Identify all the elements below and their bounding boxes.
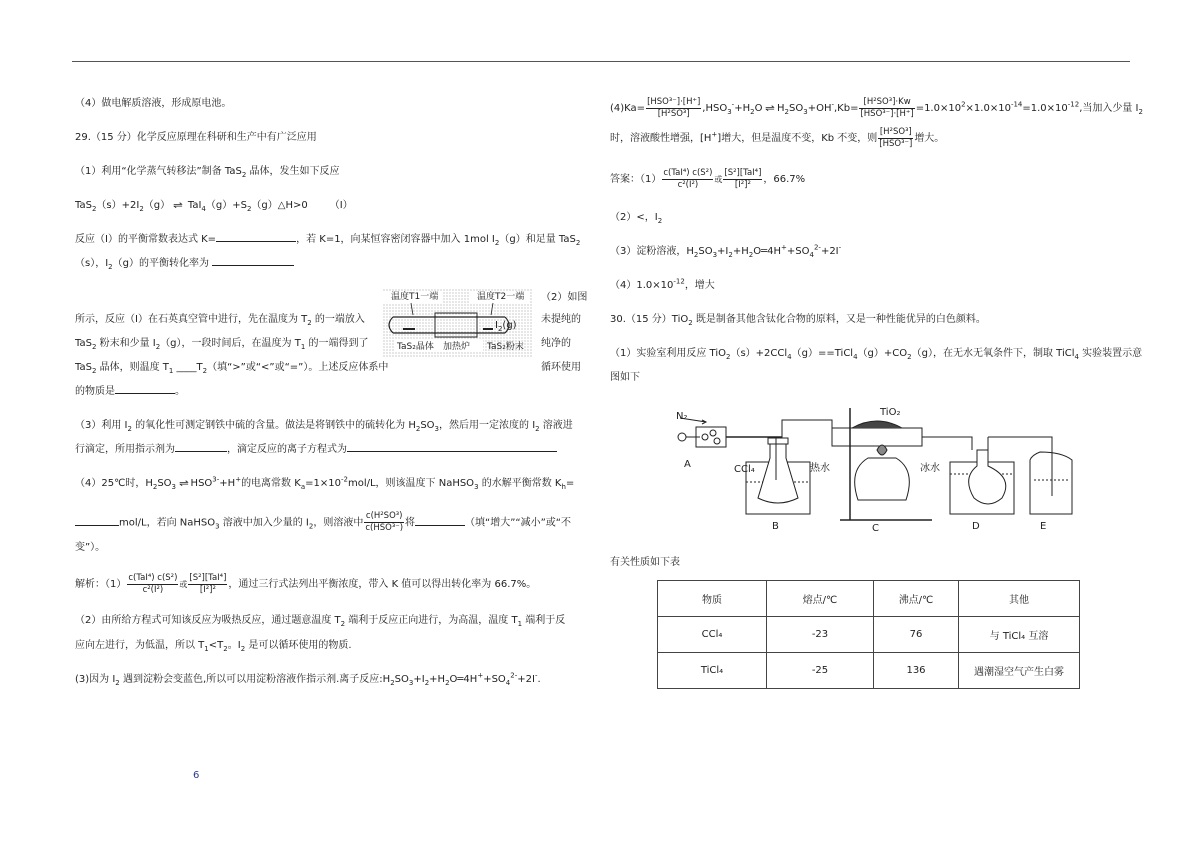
apparatus-label-hot-water: 热水	[810, 463, 830, 474]
table-header-cell: 其他	[959, 581, 1080, 617]
apparatus-diagram	[672, 400, 1080, 535]
analysis-4-line1: (4)Ka= $\frac{\text{[HSO³⁻]·[H⁺]}}{\text{[H²SO³]}}$ $,HSO_3^-+H_2O$ ⇌ $H_2SO_3+OH^-,Kb=$ $\frac{\text{[H²SO³]·Kw}}{\text{[HSO³⁻]·[H⁺]}}$ $=1.0\times 10^2\times 1.0\times 10^{-14}=1.0\times 10^{-12}$,当加入少量 $I_2$	[610, 96, 1143, 122]
diagram-label-furnace: 加热炉	[443, 342, 471, 352]
apparatus-label-ice-water: 冰水	[920, 463, 940, 474]
q29-1-line: （1）利用“化学蒸气转移法”制备 TaS$_2$ 晶体，发生如下反应	[75, 166, 340, 179]
diagram-label-i2: $I_2(g)$	[495, 320, 517, 333]
table-cell: CCl₄	[658, 617, 767, 653]
q29-2-label: （2）如图	[541, 292, 588, 303]
q29-k-line1: 反应（I）的平衡常数表达式 K= ，若 K=1，向某恒容密闭容器中加入 1mol $I_2(g)$和足量 TaS$_2$	[75, 234, 581, 247]
q29-4-line3: 变”）。	[75, 542, 106, 553]
equilibrium-arrow-icon: ⇌	[173, 201, 182, 211]
apparatus-label-a: A	[684, 459, 691, 470]
table-row	[658, 653, 1080, 689]
table-cell: 与 TiCl₄ 互溶	[959, 617, 1080, 653]
quartz-tube-diagram	[383, 289, 533, 357]
analysis-3: (3)因为 $I_2$ 遇到淀粉会变蓝色,所以可以用淀粉溶液作指示剂.离子反应$:H_2SO_3+I_2+H_2O═4H^++SO_4^{2-}+2I^-$.	[75, 671, 541, 687]
table-caption: 有关性质如下表	[610, 557, 680, 568]
table-header-cell: 物质	[658, 581, 767, 617]
q28-4-line: （4）做电解质溶液，形成原电池。	[75, 98, 232, 109]
analysis-1: 解析：（1） $\frac{\text{c(TaI⁴) c(S²)}}{\text{c²(I²)}}$ 或 $\frac{\text{[S²][TaI⁴]}}{\text{[I²]²}}$ ，通过三行式法列出平衡浓度，带入 K 值可以得出转化率为 66.7%。	[75, 572, 537, 595]
reaction-equation: $TaS_2(s)+2I_2(g)$ ⇌ $TaI_4(g)+S_2(g)\triangle H>0$ （I）	[75, 200, 353, 213]
answer-2: （2）<，$I_2$	[610, 212, 663, 225]
apparatus-label-d: D	[972, 521, 980, 532]
q30-1-line1: （1）实验室利用反应 $TiO_2(s)+2CCl_4(g)==TiCl_4(g)+CO_2(g)$，在无水无氧条件下，制取 TiCl$_4$ 实验装置示意	[610, 348, 1143, 361]
q29-k-line2: （s），$I_2(g)$的平衡转化率为	[75, 257, 294, 270]
header-rule	[72, 61, 1130, 62]
q29-2-line1-right: 未提纯的	[541, 314, 581, 325]
apparatus-label-b: B	[772, 521, 779, 532]
answer-3: （3）淀粉溶液，$H_2SO_3+I_2+H_2O═4H^++SO_4^{2-}+2I^-$	[610, 243, 842, 259]
table-cell: 遇潮湿空气产生白雾	[959, 653, 1080, 689]
apparatus-label-c: C	[872, 523, 879, 534]
answer-4: $(4)1.0\times 10^{-12}$，增大	[610, 277, 715, 291]
q30-title: 30.（15 分）TiO$_2$ 既是制备其他含钛化合物的原料，又是一种性能优异的白色颜料。	[610, 314, 986, 327]
answer-1: 答案：（1） $\frac{\text{c(TaI⁴) c(S²)}}{\text{c²(I²)}}$ 或 $\frac{\text{[S²][TaI⁴]}}{\text{[I²]²}}$ ，66.7%	[610, 167, 806, 190]
apparatus-label-n2: N₂	[676, 411, 688, 422]
q29-2-line3: TaS$_2$ 晶体，则温度 $T_1$ $\_\_\_\_T_2$（填“>”或“<”或“=”）。上述反应体系中	[75, 362, 389, 375]
q29-2-line2: TaS$_2$ 粉末和少量 $I_2(g)$，一段时间后，在温度为 $T_1$ 的一端得到了	[75, 338, 369, 351]
table-header-cell: 熔点/℃	[767, 581, 874, 617]
q29-3-line1: （3）利用 $I_2$ 的氧化性可测定钢铁中硫的含量。做法是将钢铁中的硫转化为 $H_2SO_3$，然后用一定浓度的 $I_2$ 溶液进	[75, 420, 573, 433]
page-number: 6	[193, 770, 200, 781]
diagram-label-crystal: TaS₂晶体	[397, 342, 434, 352]
q29-4-line2: mol/L，若向 NaHSO$_3$ 溶液中加入少量的 $I_2$，则溶液中 $\frac{\text{c(H²SO³)}}{\text{c(HSO³⁻)}}$ 将 （填“增大”“减小”或“不	[75, 511, 571, 536]
q29-title: 29.（15 分）化学反应原理在科研和生产中有广泛应用	[75, 132, 317, 143]
table-cell: -23	[767, 617, 874, 653]
table-header-row	[658, 581, 1080, 617]
diagram-label-t1: 温度T1一端	[391, 292, 439, 302]
q29-2-line2-right: 纯净的	[541, 338, 571, 349]
table-cell: 136	[874, 653, 959, 689]
ratio-fraction: $\frac{\text{c(H²SO³)}}{\text{c(HSO³⁻)}}$	[365, 511, 404, 533]
q29-4-line1: （4）25℃时，$H_2SO_3$ ⇌ $HSO^{3-}+H^+$的电离常数 $K_a=1\times 10^{-2}mol/L$，则该温度下 NaHSO$_3$ 的水解平衡常数 $K_h=$	[75, 475, 575, 491]
diagram-label-powder: TaS₂粉末	[487, 342, 524, 352]
table-header-cell: 沸点/℃	[874, 581, 959, 617]
q30-1-line2: 图如下	[610, 372, 640, 383]
apparatus-label-e: E	[1040, 521, 1047, 532]
apparatus-label-ccl4: CCl₄	[734, 464, 755, 475]
table-cell: TiCl₄	[658, 653, 767, 689]
apparatus-label-tio2: TiO₂	[880, 407, 901, 418]
analysis-2-line1: （2）由所给方程式可知该反应为吸热反应，通过题意温度 $T_2$ 端利于反应正向进行，为高温，温度 $T_1$ 端利于反	[75, 615, 566, 628]
q29-2-line1: 所示，反应（I）在石英真空管中进行，先在温度为 $T_2$ 的一端放入	[75, 314, 365, 327]
diagram-label-t2: 温度T2一端	[477, 292, 525, 302]
table-cell: 76	[874, 617, 959, 653]
properties-table	[657, 580, 1080, 689]
q29-2-line4: 的物质是 。	[75, 386, 185, 397]
analysis-4-line2: 时，溶液酸性增强，[H+]增大，但是温度不变，Kb 不变，则 $\frac{\text{[H²SO³]}}{\text{[HSO³⁻]}}$ 增大。	[610, 126, 945, 149]
table-cell: -25	[767, 653, 874, 689]
table-row	[658, 617, 1080, 653]
q29-2-line3-right: 循环使用	[541, 362, 581, 373]
q29-3-line2: 行滴定，所用指示剂为 ，滴定反应的离子方程式为	[75, 443, 557, 456]
equilibrium-arrow-icon: ⇌	[179, 479, 188, 489]
analysis-2-line2: 应向左进行，为低温，所以 $T_1<T_2$。$I_2$ 是可以循环使用的物质.	[75, 640, 352, 653]
equilibrium-arrow-icon: ⇌	[765, 104, 774, 114]
